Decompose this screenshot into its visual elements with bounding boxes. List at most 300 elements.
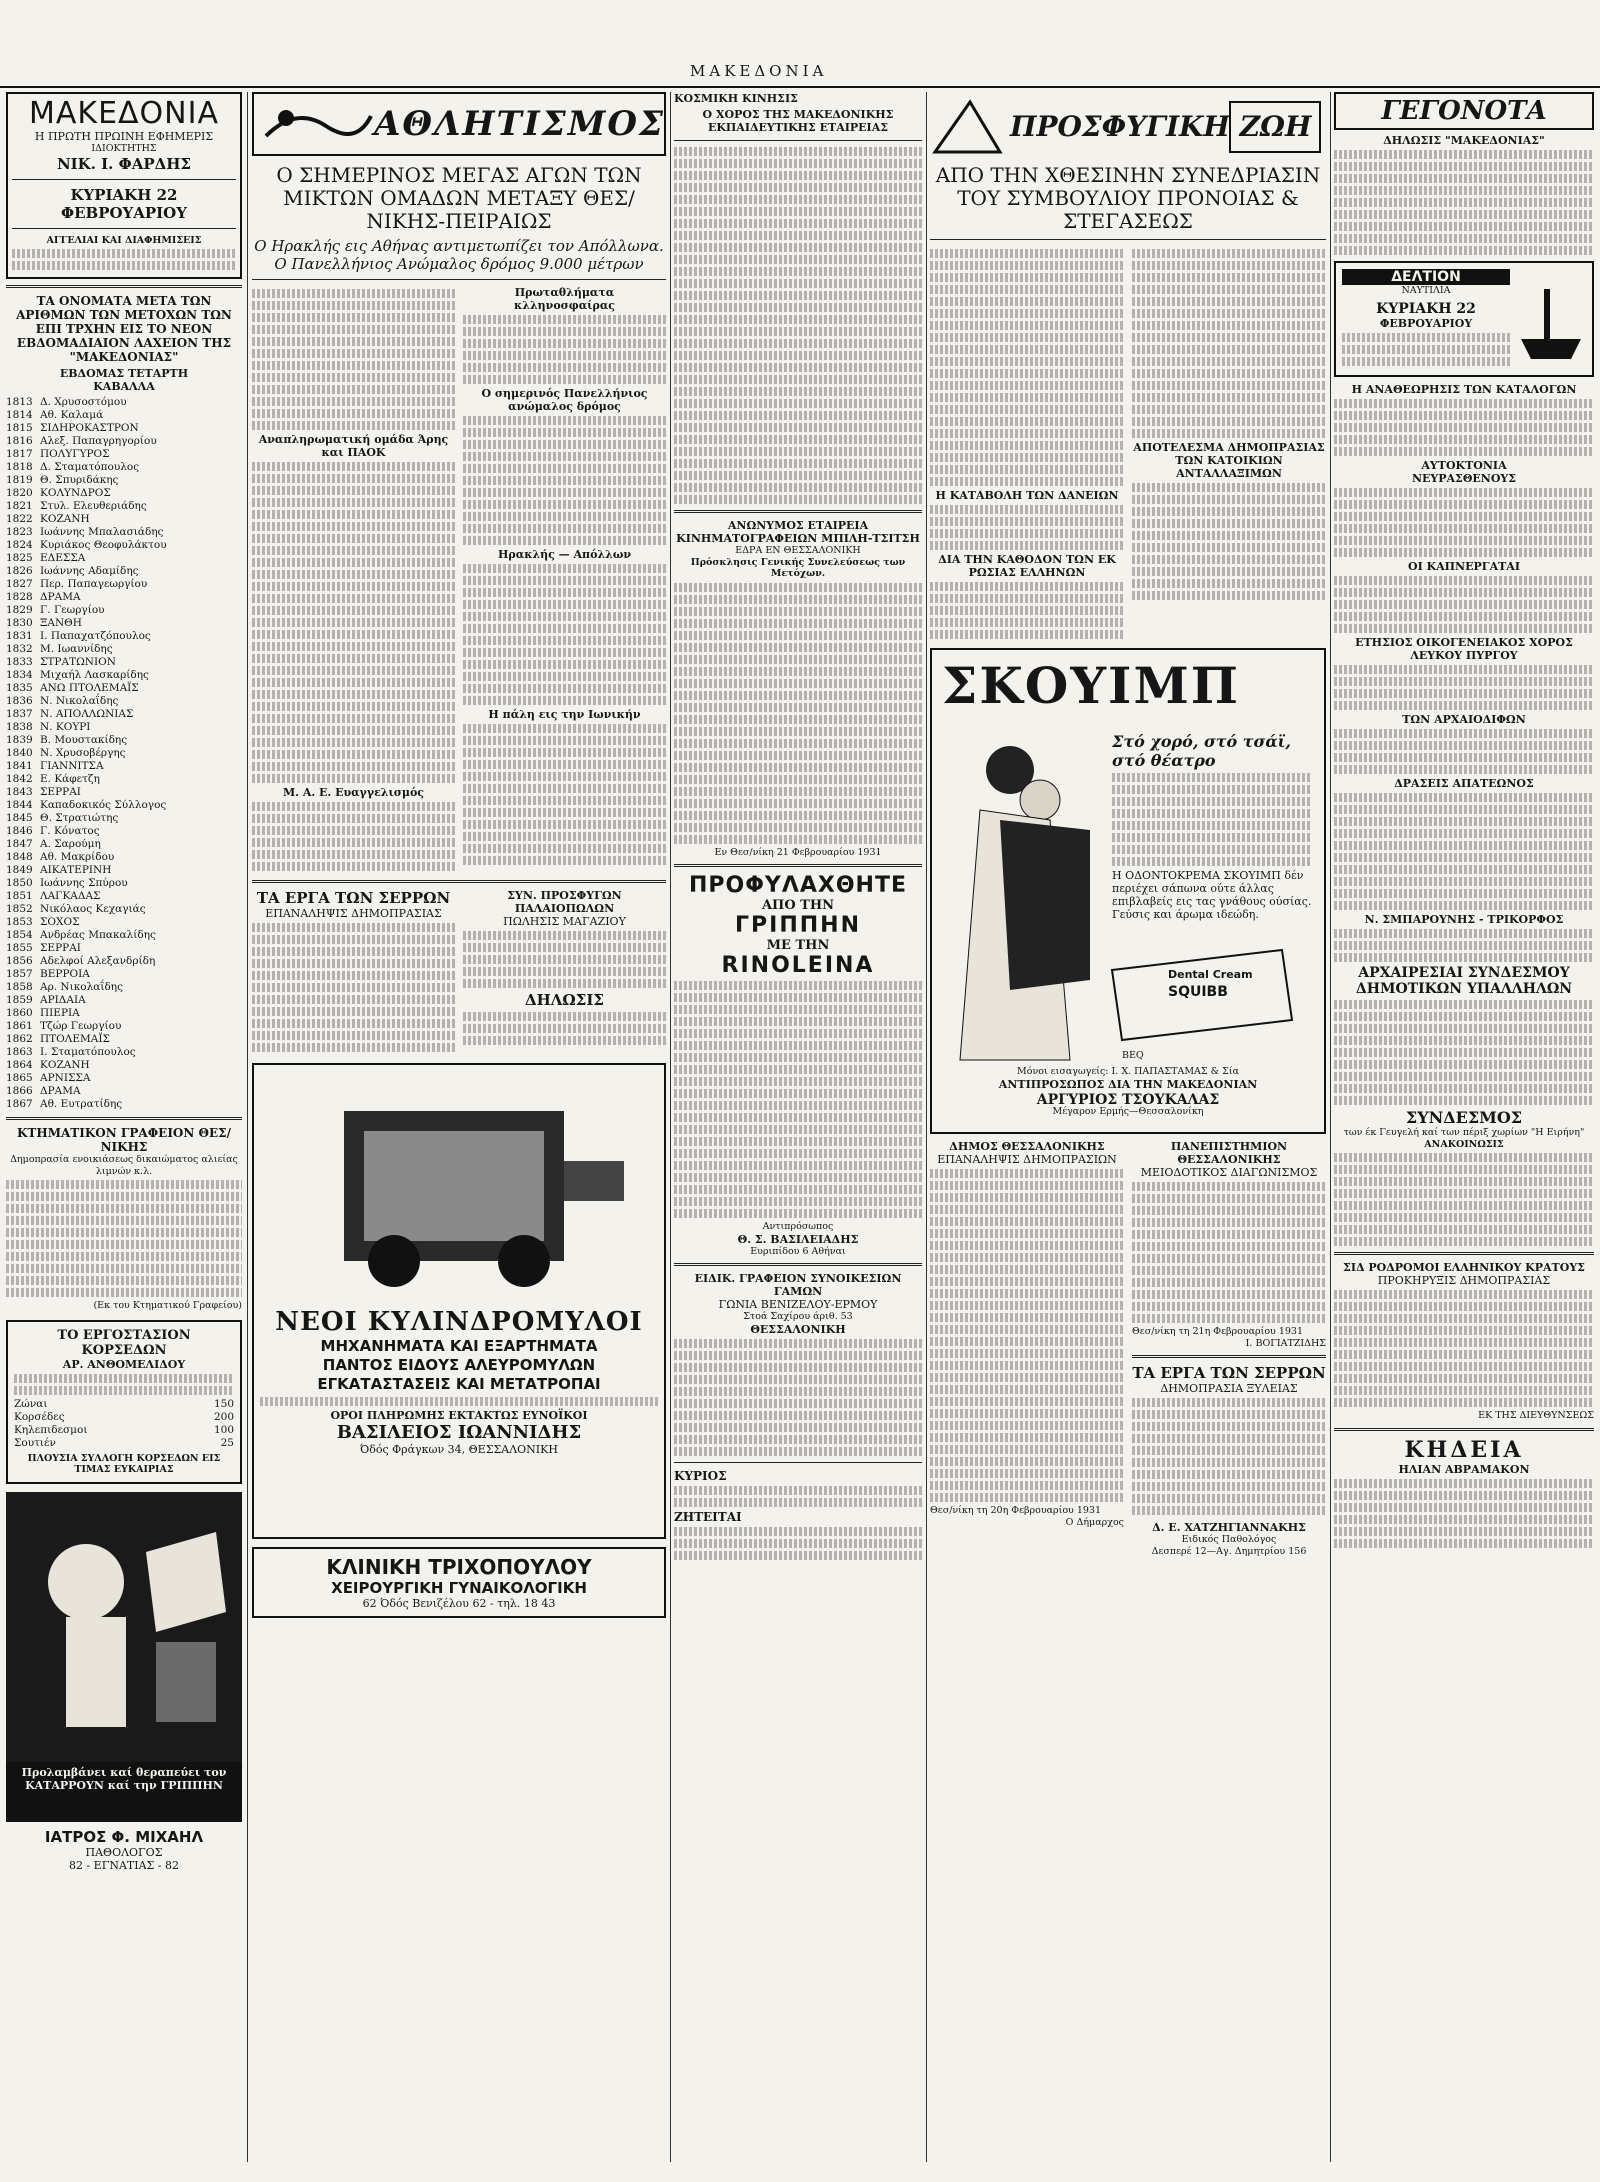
ktimatikon-sub: Δημοπρασία ενοικιάσεως δικαιώματος αλιείας λιμνών κ.λ. bbox=[10, 1154, 238, 1177]
result-row bbox=[6, 643, 242, 656]
result-row bbox=[6, 1072, 242, 1085]
serres-title: ΤΑ ΕΡΓΑ ΤΩΝ ΣΕΡΡΩΝ bbox=[256, 889, 451, 907]
body-text-line bbox=[674, 303, 922, 312]
result-row bbox=[6, 708, 242, 721]
result-row bbox=[6, 851, 242, 864]
doctor-ad bbox=[6, 1828, 242, 1872]
mill-ad bbox=[252, 1063, 666, 1539]
result-number: 1846 bbox=[6, 825, 33, 837]
mill-owner: ΒΑΣΙΛΕΙΟΣ ΙΩΑΝΝΙΔΗΣ bbox=[336, 1422, 582, 1443]
result-number: 1841 bbox=[6, 760, 33, 772]
railways-sub: ΠΡΟΚΗΡΥΞΙΣ ΔΗΜΟΠΡΑΣΙΑΣ bbox=[1377, 1274, 1551, 1287]
refugee-notice bbox=[463, 889, 666, 1055]
archairesiai-title: ΑΡΧΑΙΡΕΣΙΑΙ ΣΥΝΔΕΣΜΟΥ ΔΗΜΟΤΙΚΩΝ ΥΠΑΛΛΗΛΩΝ bbox=[1355, 965, 1573, 997]
result-number: 1849 bbox=[6, 864, 33, 876]
results-week: ΕΒΔΟΜΑΣ ΤΕΤΑΡΤΗ bbox=[59, 367, 189, 380]
result-number: 1816 bbox=[6, 435, 33, 447]
body-text-line bbox=[930, 333, 1124, 342]
result-row bbox=[6, 435, 242, 448]
result-number: 1815 bbox=[6, 422, 33, 434]
kosmiki-label: ΚΟΣΜΙΚΗ ΚΙΝΗΣΙΣ bbox=[674, 92, 798, 105]
body-text-line bbox=[1334, 162, 1594, 171]
body-text-line bbox=[1132, 261, 1326, 270]
body-text-line bbox=[674, 1089, 922, 1098]
squibb-brand: ΣΚΟΥΙΜΠ bbox=[942, 656, 1241, 715]
result-name: ΑΝΩ ΠΤΟΛΕΜΑΪΣ bbox=[40, 682, 139, 694]
result-name: ΠΙΕΡΙΑ bbox=[40, 1007, 80, 1019]
clinic-title: ΚΛΙΝΙΚΗ ΤΡΙΧΟΠΟΥΛΟΥ bbox=[326, 1555, 592, 1579]
body-text-line bbox=[930, 381, 1124, 390]
squibb-importer: Μόνοι εισαγωγείς: Ι. Χ. ΠΑΠΑΣΤΑΜΑΣ & Σία bbox=[1017, 1066, 1239, 1077]
result-row bbox=[6, 448, 242, 461]
sport-midhead: Ο σημερινός Πανελλήνιος ανώμαλος δρόμος bbox=[481, 387, 648, 413]
result-number: 1825 bbox=[6, 552, 33, 564]
body-text-line bbox=[1132, 273, 1326, 282]
body-text-line bbox=[674, 1125, 922, 1134]
result-name: Δ. Χρυσοστόμου bbox=[40, 396, 127, 408]
body-text-line bbox=[1132, 297, 1326, 306]
body-text-line bbox=[674, 1363, 922, 1372]
body-text-line bbox=[930, 1169, 1124, 1178]
dimos-notice bbox=[930, 1140, 1124, 1557]
result-number: 1856 bbox=[6, 955, 33, 967]
company-sign: Εν Θεσ/νίκη 21 Φεβρουαρίου 1931 bbox=[714, 846, 882, 858]
result-number: 1862 bbox=[6, 1033, 33, 1045]
result-name: Μιχαήλ Λασκαρίδης bbox=[40, 669, 149, 681]
body-text-line bbox=[930, 1373, 1124, 1382]
body-text-line bbox=[1132, 249, 1326, 258]
price-item: Ζώναι bbox=[14, 1397, 48, 1410]
result-row bbox=[6, 981, 242, 994]
price-row bbox=[14, 1411, 234, 1424]
dilosis-text bbox=[1334, 150, 1594, 255]
draseis-title: ΔΡΑΣΕΙΣ ΑΠΑΤΕΩΝΟΣ bbox=[1394, 777, 1534, 790]
result-row bbox=[6, 1098, 242, 1111]
archaiologoi-title: ΤΩΝ ΑΡΧΑΙΟΔΙΦΩΝ bbox=[1402, 713, 1526, 726]
flu-rep: Θ. Σ. ΒΑΣΙΛΕΙΑΔΗΣ bbox=[737, 1232, 859, 1246]
body-text-line bbox=[674, 1065, 922, 1074]
body-text-line bbox=[930, 285, 1124, 294]
body-text-line bbox=[674, 1351, 922, 1360]
result-row bbox=[6, 1046, 242, 1059]
uni-sign: Θεσ/νίκη τη 21η Φεβρουαρίου 1931 bbox=[1132, 1326, 1304, 1337]
body-text-line bbox=[674, 435, 922, 444]
body-text-line bbox=[930, 1397, 1124, 1406]
ads-label: ΑΓΓΕΛΙΑΙ ΚΑΙ ΔΙΑΦΗΜΙΣΕΙΣ bbox=[46, 234, 202, 246]
flu-line: ΓΡΙΠΠΗΝ bbox=[735, 913, 861, 938]
body-text-line bbox=[674, 1435, 922, 1444]
squibb-ad bbox=[930, 648, 1326, 1134]
result-number: 1819 bbox=[6, 474, 33, 486]
sport-subhead: Ο Ηρακλής εις Αθήνας αντιμετωπίζει τον Απόλλωνα. Ο Πανελλήνιος Ανώμαλος δρόμος 9.000 μέτρων bbox=[254, 237, 664, 273]
body-text-line bbox=[1132, 321, 1326, 330]
body-text-line bbox=[930, 1277, 1124, 1286]
couple-illustration bbox=[940, 730, 1100, 1090]
dimos-sub: ΕΠΑΝΑΛΗΨΙΣ ΔΗΜΟΠΡΑΣΙΩΝ bbox=[937, 1153, 1117, 1166]
result-name: Ν. ΚΟΥΡΙ bbox=[40, 721, 91, 733]
result-name: ΚΟΖΑΝΗ bbox=[40, 513, 90, 525]
result-number: 1852 bbox=[6, 903, 33, 915]
result-number: 1863 bbox=[6, 1046, 33, 1058]
body-text-line bbox=[674, 1173, 922, 1182]
dental-label: Dental Cream bbox=[1168, 968, 1253, 981]
body-text-line bbox=[674, 1017, 922, 1026]
result-number: 1837 bbox=[6, 708, 33, 720]
chatz-addr: Δεσπερέ 12—Αγ. Δημητρίου 156 bbox=[1151, 1545, 1307, 1557]
result-number: 1867 bbox=[6, 1098, 33, 1110]
right-column bbox=[1334, 92, 1594, 1551]
result-row bbox=[6, 409, 242, 422]
gegonota-title: ΓΕΓΟΝΟΤΑ bbox=[1381, 96, 1547, 126]
refugee-title: ΣΥΝ. ΠΡΟΣΦΥΓΩΝ ΠΑΛΑΙΟΠΩΛΩΝ bbox=[507, 889, 622, 915]
result-row bbox=[6, 461, 242, 474]
corset-title: ΤΟ ΕΡΓΟΣΤΑΣΙΟΝ ΚΟΡΣΕΔΩΝ bbox=[57, 1327, 191, 1358]
body-text-line bbox=[930, 1445, 1124, 1454]
body-text-line bbox=[674, 619, 922, 628]
result-name: Ιωάννης Σπύρου bbox=[40, 877, 128, 889]
body-text-line bbox=[930, 1493, 1124, 1502]
result-number: 1833 bbox=[6, 656, 33, 668]
body-text-line bbox=[1132, 1182, 1326, 1191]
body-text-line bbox=[930, 369, 1124, 378]
result-row bbox=[6, 604, 242, 617]
body-text-line bbox=[1334, 222, 1594, 231]
result-name: ΑΡΙΔΑΙΑ bbox=[40, 994, 86, 1006]
sport-midhead: Η πάλη εις την Ιωνικήν bbox=[488, 708, 641, 721]
squibb-small: BEQ bbox=[1122, 1050, 1144, 1061]
body-text-line bbox=[674, 471, 922, 480]
result-name: ΑΙΚΑΤΕΡΙΝΗ bbox=[40, 864, 112, 876]
serres-sub: ΕΠΑΝΑΛΗΨΙΣ ΔΗΜΟΠΡΑΣΙΑΣ bbox=[265, 907, 442, 920]
body-text-line bbox=[930, 417, 1124, 426]
mill-line: ΜΗΧΑΝΗΜΑΤΑ ΚΑΙ ΕΞΑΡΤΗΜΑΤΑ bbox=[320, 1337, 598, 1355]
body-text-line bbox=[1334, 210, 1594, 219]
result-row bbox=[6, 1085, 242, 1098]
result-row bbox=[6, 513, 242, 526]
result-name: ΣΟΧΟΣ bbox=[40, 916, 80, 928]
column-rule bbox=[670, 92, 671, 2162]
dimos-title: ΔΗΜΟΣ ΘΕΣΣΑΛΟΝΙΚΗΣ bbox=[949, 1140, 1105, 1153]
body-text-line bbox=[674, 255, 922, 264]
result-number: 1858 bbox=[6, 981, 33, 993]
result-name: Δ. Σταματόπουλος bbox=[40, 461, 140, 473]
result-row bbox=[6, 396, 242, 409]
squibb-tag2: στό θέατρο bbox=[1112, 751, 1216, 770]
result-row bbox=[6, 474, 242, 487]
result-number: 1824 bbox=[6, 539, 33, 551]
result-number: 1857 bbox=[6, 968, 33, 980]
dance-title: Ο ΧΟΡΟΣ ΤΗΣ ΜΑΚΕΔΟΝΙΚΗΣ ΕΚΠΑΙΔΕΥΤΙΚΗΣ ΕΤΑΙΡΕΙΑΣ bbox=[702, 108, 894, 134]
mill-line: ΕΓΚΑΤΑΣΤΑΣΕΙΣ ΚΑΙ ΜΕΤΑΤΡΟΠΑΙ bbox=[317, 1375, 601, 1393]
result-name: ΑΡΝΙΣΣΑ bbox=[40, 1072, 91, 1084]
body-text-line bbox=[674, 363, 922, 372]
result-row bbox=[6, 500, 242, 513]
sport-column bbox=[252, 92, 666, 1618]
result-row bbox=[6, 1020, 242, 1033]
body-text-line bbox=[674, 1113, 922, 1122]
result-name: ΣΕΡΡΑΙ bbox=[40, 786, 81, 798]
body-text-line bbox=[930, 1253, 1124, 1262]
result-name: ΓΙΑΝΝΙΤΣΑ bbox=[40, 760, 104, 772]
body-text-line bbox=[674, 1447, 922, 1456]
body-text-line bbox=[1334, 246, 1594, 255]
company-name: ΚΙΝΗΜΑΤΟΓΡΑΦΕΙΩΝ ΜΠΙΛΗ-ΤΣΙΤΣΗ bbox=[676, 532, 920, 545]
price-item: Κηλεπιδεσμοι bbox=[14, 1423, 88, 1436]
body-text-line bbox=[930, 1217, 1124, 1226]
result-number: 1838 bbox=[6, 721, 33, 733]
body-text-line bbox=[674, 739, 922, 748]
squibb-rep-label: ΑΝΤΙΠΡΟΣΩΠΟΣ ΔΙΑ ΤΗΝ ΜΑΚΕΔΟΝΙΑΝ bbox=[998, 1078, 1258, 1091]
council-text bbox=[1132, 249, 1326, 438]
railways-sign: ΕΚ ΤΗΣ ΔΙΕΥΘΥΝΣΕΩΣ bbox=[1478, 1410, 1594, 1421]
sport-banner bbox=[252, 92, 666, 156]
result-name: ΚΟΖΑΝΗ bbox=[40, 1059, 90, 1071]
result-name: ΣΤΡΑΤΩΝΙΟΝ bbox=[40, 656, 116, 668]
body-text-line bbox=[930, 1229, 1124, 1238]
company-call: Πρόσκλησις Γενικής Συνελεύσεως των Μετόχων. bbox=[690, 556, 906, 579]
body-text-line bbox=[674, 411, 922, 420]
mill-line: ΠΑΝΤΟΣ ΕΙΔΟΥΣ ΑΛΕΥΡΟΜΥΛΩΝ bbox=[322, 1356, 596, 1374]
result-number: 1853 bbox=[6, 916, 33, 928]
body-text-line bbox=[930, 297, 1124, 306]
body-text-line bbox=[930, 1193, 1124, 1202]
price-value: 150 bbox=[213, 1397, 234, 1410]
result-name: Αδελφοί Αλεξανδρίδη bbox=[40, 955, 156, 967]
body-text-line bbox=[674, 1101, 922, 1110]
result-number: 1829 bbox=[6, 604, 33, 616]
body-text-line bbox=[1132, 1290, 1326, 1299]
body-text-line bbox=[1132, 345, 1326, 354]
flu-brand: RINOLEINA bbox=[721, 953, 875, 978]
body-text-line bbox=[674, 1005, 922, 1014]
body-text-line bbox=[930, 1409, 1124, 1418]
railways-title: ΣΙΔ ΡΟΔΡΟΜΟΙ ΕΛΛΗΝΙΚΟΥ ΚΡΑΤΟΥΣ bbox=[1343, 1261, 1585, 1274]
result-row bbox=[6, 916, 242, 929]
corset-ad bbox=[6, 1320, 242, 1484]
ktimatikon-title: ΚΤΗΜΑΤΙΚΟΝ ΓΡΑΦΕΙΟΝ ΘΕΣ/ΝΙΚΗΣ bbox=[17, 1126, 231, 1154]
body-text-line bbox=[1132, 1278, 1326, 1287]
body-text-line bbox=[1132, 285, 1326, 294]
body-text-line bbox=[674, 1077, 922, 1086]
body-text-line bbox=[674, 375, 922, 384]
result-row bbox=[6, 669, 242, 682]
center-right-column bbox=[930, 92, 1326, 1557]
result-name: Αθ. Καλαμά bbox=[40, 409, 104, 421]
result-number: 1835 bbox=[6, 682, 33, 694]
flu-line: ΜΕ ΤΗΝ bbox=[766, 938, 830, 953]
result-name: ΣΙΔΗΡΟΚΑΣΤΡΟΝ bbox=[40, 422, 139, 434]
serres2-title: ΤΑ ΕΡΓΑ ΤΩΝ ΣΕΡΡΩΝ bbox=[1132, 1364, 1326, 1382]
result-name: Αλεξ. Παπαγρηγορίου bbox=[40, 435, 157, 447]
result-name: ΣΕΡΡΑΙ bbox=[40, 942, 81, 954]
result-row bbox=[6, 526, 242, 539]
body-text-line bbox=[674, 679, 922, 688]
result-row bbox=[6, 864, 242, 877]
result-number: 1828 bbox=[6, 591, 33, 603]
director-label: ΙΔΙΟΚΤΗΤΗΣ bbox=[91, 143, 157, 154]
body-text-line bbox=[930, 393, 1124, 402]
deltion-sub: ΝΑΥΤΙΛΙΑ bbox=[1401, 285, 1451, 296]
result-name: ΚΟΛΥΝΔΡΟΣ bbox=[40, 487, 111, 499]
body-text-line bbox=[930, 249, 1124, 258]
deltion-title: ΔΕΛΤΙΟΝ bbox=[1342, 269, 1510, 285]
result-name: Θ. Στρατιώτης bbox=[40, 812, 119, 824]
body-text-line bbox=[674, 387, 922, 396]
result-name: Α. Σαρούμη bbox=[40, 838, 101, 850]
body-text-line bbox=[930, 1337, 1124, 1346]
body-text-line bbox=[930, 1361, 1124, 1370]
wanted-ad bbox=[674, 1469, 922, 1560]
result-row bbox=[6, 578, 242, 591]
body-text-line bbox=[1132, 393, 1326, 402]
body-text-line bbox=[674, 727, 922, 736]
kideia-sub: ΗΛΙΑΝ ΑΒΡΑΜΑΚΟΝ bbox=[1398, 1462, 1530, 1476]
auction-result-title: ΑΠΟΤΕΛΕΣΜΑ ΔΗΜΟΠΡΑΣΙΑΣ ΤΩΝ ΚΑΤΟΙΚΙΩΝ ΑΝΤΑΛΛΑΞΙΜΩΝ bbox=[1133, 441, 1325, 480]
result-name: Νικόλαος Κεχαγιάς bbox=[40, 903, 146, 915]
result-number: 1831 bbox=[6, 630, 33, 642]
result-number: 1820 bbox=[6, 487, 33, 499]
body-text-line bbox=[1132, 333, 1326, 342]
result-row bbox=[6, 942, 242, 955]
result-name: Αθ. Ευτρατίδης bbox=[40, 1098, 123, 1110]
body-text-line bbox=[674, 207, 922, 216]
body-text-line bbox=[674, 667, 922, 676]
body-text-line bbox=[1334, 174, 1594, 183]
result-name: ΠΤΟΛΕΜΑΪΣ bbox=[40, 1033, 110, 1045]
result-row bbox=[6, 760, 242, 773]
body-text-line bbox=[930, 441, 1124, 450]
result-row bbox=[6, 695, 242, 708]
result-row bbox=[6, 630, 242, 643]
result-number: 1826 bbox=[6, 565, 33, 577]
body-text-line bbox=[930, 405, 1124, 414]
result-name: Ι. Παπαχατζόπουλος bbox=[40, 630, 151, 642]
body-text-line bbox=[674, 1053, 922, 1062]
body-text-line bbox=[1132, 357, 1326, 366]
body-text-line bbox=[930, 1349, 1124, 1358]
marriage-addr1: ΓΩΝΙΑ ΒΕΝΙΖΕΛΟΥ-ΕΡΜΟΥ bbox=[718, 1298, 878, 1311]
body-text-line bbox=[674, 279, 922, 288]
syndesmos-title: ΣΥΝΔΕΣΜΟΣ bbox=[1405, 1108, 1523, 1127]
price-value: 25 bbox=[220, 1436, 234, 1449]
result-name: Τζώρ Γεωργίου bbox=[40, 1020, 122, 1032]
kyriaki-month: ΦΕΒΡΟΥΑΡΙΟΥ bbox=[1379, 316, 1473, 330]
flu-rep-addr: Ευριπίδου 6 Αθήναι bbox=[750, 1245, 846, 1257]
dimos-text bbox=[930, 1169, 1124, 1502]
price-item: Σουτιέν bbox=[14, 1436, 56, 1449]
ship-icon bbox=[1516, 269, 1586, 369]
result-number: 1860 bbox=[6, 1007, 33, 1019]
column-rule bbox=[926, 92, 927, 2162]
serres-notice bbox=[252, 889, 455, 1055]
result-name: Αθ. Μακρίδου bbox=[40, 851, 115, 863]
dimos-mayor: Ο Δήμαρχος bbox=[1065, 1516, 1124, 1528]
clinic-ad bbox=[252, 1547, 666, 1618]
paper-tagline: Η ΠΡΩΤΗ ΠΡΩΙΝΗ ΕΦΗΜΕΡΙΣ bbox=[34, 130, 214, 143]
sport-headline: Ο ΣΗΜΕΡΙΝΟΣ ΜΕΓΑΣ ΑΓΩΝ ΤΩΝ ΜΙΚΤΩΝ ΟΜΑΔΩΝ ΜΕΤΑΞΥ ΘΕΣ/ΝΙΚΗΣ-ΠΕΙΡΑΙΩΣ bbox=[276, 163, 642, 233]
wanted-b: ΖΗΤΕΙΤΑΙ bbox=[674, 1509, 742, 1524]
body-text-line bbox=[930, 1325, 1124, 1334]
sport-midhead: Αναπληρωματική ομάδα Άρης και ΠΑΟΚ bbox=[258, 433, 449, 459]
body-text-line bbox=[674, 631, 922, 640]
athlete-icon bbox=[256, 96, 376, 152]
body-text-line bbox=[674, 1029, 922, 1038]
result-name: Γ. Κόνατος bbox=[40, 825, 100, 837]
dance-text bbox=[674, 147, 922, 504]
grip-ad bbox=[6, 1492, 242, 1822]
result-number: 1817 bbox=[6, 448, 33, 460]
body-text-line bbox=[674, 607, 922, 616]
column-rule bbox=[1330, 92, 1331, 2162]
dilosis-title: ΔΗΛΩΣΙΣ "ΜΑΚΕΔΟΝΙΑΣ" bbox=[1383, 134, 1545, 147]
result-number: 1827 bbox=[6, 578, 33, 590]
body-text-line bbox=[1132, 1230, 1326, 1239]
result-row bbox=[6, 422, 242, 435]
result-row bbox=[6, 955, 242, 968]
corset-owner: ΑΡ. ΑΝΘΟΜΕΛΙΔΟΥ bbox=[62, 1357, 186, 1371]
prosfygiki-title: ΠΡΟΣΦΥΓΙΚΗ ΖΩΗ bbox=[1010, 110, 1312, 143]
result-number: 1823 bbox=[6, 526, 33, 538]
result-name: Ιωάννης Μπαλασιάδης bbox=[40, 526, 164, 538]
company-title: ΑΝΩΝΥΜΟΣ ΕΤΑΙΡΕΙΑ bbox=[727, 519, 869, 532]
marriage-addr2: Στοά Σαχίρου άριθ. 53 bbox=[743, 1311, 853, 1322]
body-text-line bbox=[674, 195, 922, 204]
result-row bbox=[6, 656, 242, 669]
body-text-line bbox=[674, 655, 922, 664]
serres2-sub: ΔΗΜΟΠΡΑΣΙΑ ΞΥΛΕΙΑΣ bbox=[1160, 1382, 1298, 1395]
body-text-line bbox=[674, 147, 922, 156]
body-text-line bbox=[674, 1399, 922, 1408]
price-item: Κορσέδες bbox=[14, 1410, 65, 1423]
gegonota-box bbox=[1334, 92, 1594, 130]
body-text-line bbox=[674, 643, 922, 652]
body-text-line bbox=[674, 159, 922, 168]
result-name: Περ. Παπαγεωργίου bbox=[40, 578, 148, 590]
result-row bbox=[6, 552, 242, 565]
result-number: 1850 bbox=[6, 877, 33, 889]
body-text-line bbox=[674, 981, 922, 990]
body-text-line bbox=[930, 1385, 1124, 1394]
result-number: 1830 bbox=[6, 617, 33, 629]
body-text-line bbox=[674, 327, 922, 336]
body-text-line bbox=[674, 583, 922, 592]
mill-title: ΝΕΟΙ ΚΥΛΙΝΔΡΟΜΥΛΟΙ bbox=[275, 1307, 643, 1337]
result-row bbox=[6, 1059, 242, 1072]
result-number: 1844 bbox=[6, 799, 33, 811]
body-text-line bbox=[1132, 1242, 1326, 1251]
neurasthenikos-title: ΝΕΥΡΑΣΘΕΝΟΥΣ bbox=[1411, 472, 1517, 485]
result-number: 1813 bbox=[6, 396, 33, 408]
sport-midhead: Μ. Α. Ε. Ευαγγελισμός bbox=[283, 786, 424, 799]
results-heading: ΤΑ ΟΝΟΜΑΤΑ ΜΕΤΑ ΤΩΝ ΑΡΙΘΜΩΝ ΤΩΝ ΜΕΤΟΧΩΝ ΤΩΝ ΕΠΙ ΤΡΧΗΝ ΕΙΣ ΤΟ ΝΕΟΝ ΕΒΔΟΜΑΔΙΑΙΟΝ ΛΑΧΕΙΟΝ ΤΗΣ "ΜΑΚΕΔΟΝΙΑΣ" bbox=[16, 294, 232, 364]
result-name: Αρ. Νικολαΐδης bbox=[40, 981, 123, 993]
body-text-line bbox=[1132, 417, 1326, 426]
mill-addr: Όδός Φράγκων 34, ΘΕΣΣΑΛΟΝΙΚΗ bbox=[360, 1443, 558, 1456]
body-text-line bbox=[930, 1181, 1124, 1190]
body-text-line bbox=[674, 763, 922, 772]
body-text-line bbox=[674, 219, 922, 228]
prosfygiki-banner bbox=[930, 92, 1326, 164]
result-row bbox=[6, 786, 242, 799]
body-text-line bbox=[674, 993, 922, 1002]
result-number: 1855 bbox=[6, 942, 33, 954]
body-text-line bbox=[1132, 1302, 1326, 1311]
body-text-line bbox=[674, 703, 922, 712]
body-text-line bbox=[674, 1423, 922, 1432]
clinic-sub: ΧΕΙΡΟΥΡΓΙΚΗ ΓΥΝΑΙΚΟΛΟΓΙΚΗ bbox=[331, 1579, 587, 1597]
result-row bbox=[6, 812, 242, 825]
sport-col-a bbox=[252, 286, 455, 874]
